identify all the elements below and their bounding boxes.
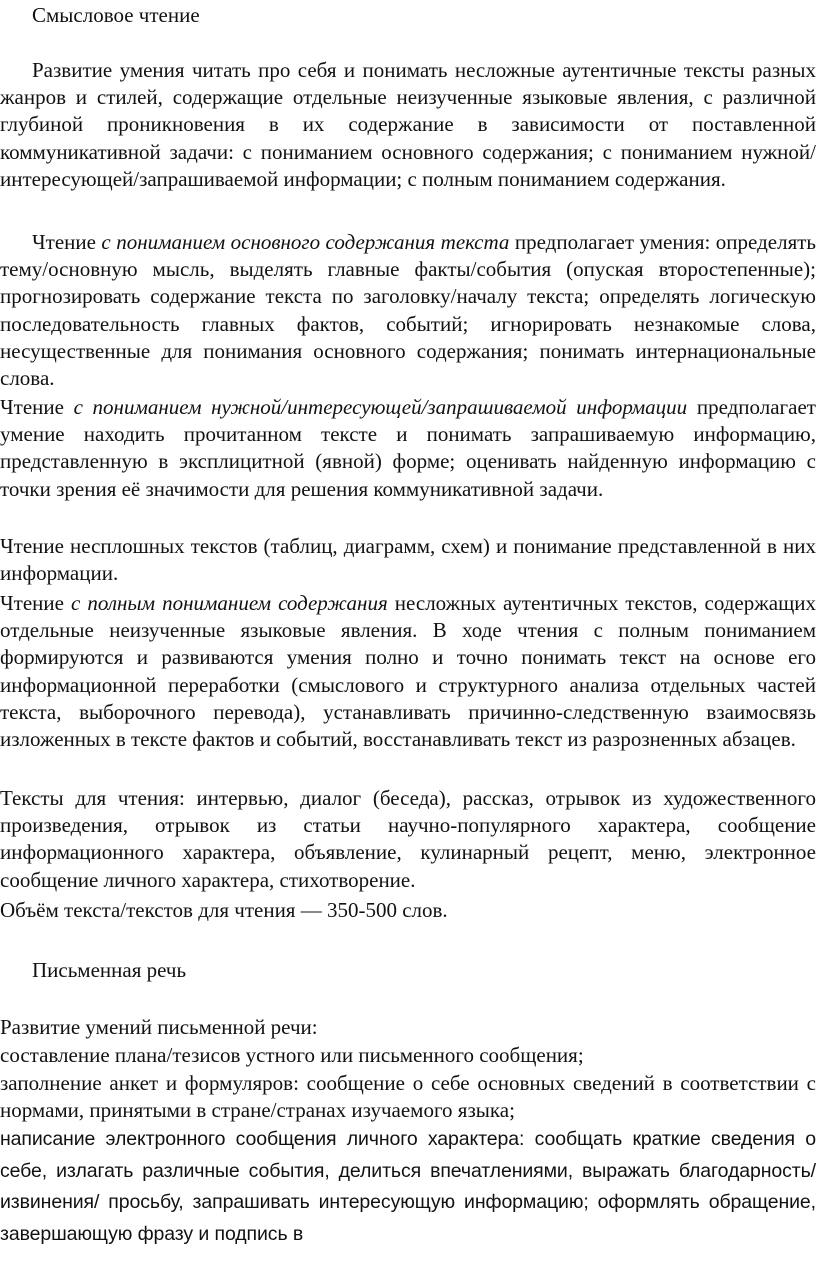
paragraph-body-text: предполагает умение находить прочитанном тексте и понимать запрашиваемую информацию, представленную в эксплицитной (явной) форме; оценивать найденную информацию с точки зрения её значимости для решения коммуникативной задачи.: [0, 395, 816, 501]
emphasis-text: с пониманием нужной/интересующей/запрашиваемой информации: [73, 395, 688, 419]
paragraph-lead-text: Чтение: [0, 395, 74, 419]
list-item-forms: заполнение анкет и формуляров: сообщение о себе основных сведений в соответствии с нормами, принятыми в стране/странах изучаемого языка;: [0, 1071, 816, 1123]
paragraph-reading-full-understanding: [0, 590, 816, 753]
paragraph-reading-specific-info: [0, 394, 816, 503]
emphasis-text: с полным пониманием содержания: [71, 591, 388, 615]
emphasis-text: с пониманием основного содержания текста: [101, 230, 510, 254]
paragraph-written-intro: Развитие умений письменной речи:: [0, 1015, 318, 1039]
paragraph-body-text: несложных аутентичных текстов, содержащих отдельные неизученные языковые явления. В ходе чтения с полным пониманием формируются и развиваются умения полно и точно понимать текст на основе его информационной переработки (смыслового и структурного анализа отдельных частей текста, выборочного перевода), устанавливать причинно-следственную взаимосвязь изложенных в тексте фактов и событий, восстанавливать текст из разрозненных абзацев.: [0, 591, 816, 752]
list-item-plan: составление плана/тезисов устного или письменного сообщения;: [0, 1043, 584, 1067]
paragraph-texts-for-reading: Тексты для чтения: интервью, диалог (беседа), рассказ, отрывок из художественного произведения, отрывок из статьи научно-популярного характера, сообщение информационного характера, объявление, кулинарный рецепт, меню, электронное сообщение личного характера, стихотворение.: [0, 786, 816, 892]
paragraph-lead-text: Чтение: [0, 591, 71, 615]
paragraph-reading-main-idea: [0, 229, 816, 392]
section-heading-written-speech: Письменная речь: [32, 958, 187, 982]
paragraph-body-text: предполагает умения: определять тему/основную мысль, выделять главные факты/события (опуская второстепенные); прогнозировать содержание текста по заголовку/началу текста; определять логическую последовательность главных фактов, событий; игнорировать незнакомые слова, несущественные для понимания основного содержания; понимать интернациональные слова.: [0, 230, 816, 391]
paragraph-noncontinuous-texts: Чтение несплошных текстов (таблиц, диаграмм, схем) и понимание представленной в них информации.: [0, 534, 816, 586]
list-item-email: написание электронного сообщения личного характера: сообщать краткие сведения о себе, излагать различные события, делиться впечатлениями, выражать благодарность/извинения/ просьбу, запрашивать интересующую информацию; оформлять обращение, завершающую фразу и подпись в: [0, 1128, 816, 1246]
paragraph-text-volume: Объём текста/текстов для чтения — 350-500 слов.: [0, 898, 448, 922]
paragraph-reading-intro: Развитие умения читать про себя и понимать несложные аутентичные тексты разных жанров и стилей, содержащие отдельные неизученные языковые явления, с различной глубиной проникновения в их содержание в зависимости от поставленной коммуникативной задачи: с пониманием основного содержания; с пониманием нужной/интересующей/запрашиваемой информации; с полным пониманием содержания.: [0, 58, 816, 191]
section-heading-semantic-reading: Смысловое чтение: [32, 3, 200, 27]
paragraph-lead-text: Чтение: [32, 230, 102, 254]
